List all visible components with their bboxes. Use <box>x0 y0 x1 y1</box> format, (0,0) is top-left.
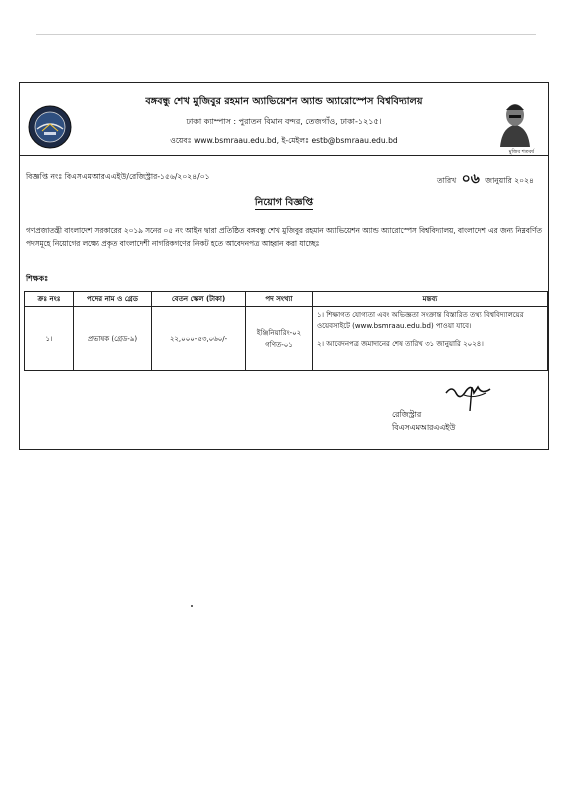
cell-scale: ২২,০০০-৫৩,০৬০/- <box>152 307 246 371</box>
notice-title-text: নিয়োগ বিজ্ঞপ্তি <box>254 197 314 208</box>
notice-intro: গণপ্রজাতন্ত্রী বাংলাদেশ সরকারের ২০১৯ সনের ০৫ নং আইন দ্বারা প্রতিষ্ঠিত বঙ্গবন্ধু শেখ মুজিবুর রহমান অ্যাভিয়েশন অ্যান্ড অ্যারোস্পেস বিশ্ববিদ্যালয়, বাংলাদেশ এর জন্য নিম্নবর্ণিত পদসমূহে নিয়োগের লক্ষ্যে প্রকৃত বাংলাদেশী নাগরিকগণের নিকট হতে আবেদনপত্র আহ্বান করা যাচ্ছেঃ <box>26 226 542 248</box>
table-row <box>25 307 548 371</box>
remark-1: ১। শিক্ষাগত যোগ্যতা এবং অভিজ্ঞতা সংক্রান্ত বিস্তারিত তথ্য বিশ্ববিদ্যালয়ের ওয়েবসাইটে (www.bsmraau.edu.bd) পাওয়া যাবে। <box>317 311 524 330</box>
header-scale: বেতন স্কেল (টাকা) <box>152 292 246 307</box>
letterhead <box>20 95 548 148</box>
notice-document <box>19 82 549 450</box>
header-serial: ক্রঃ নংঃ <box>25 292 74 307</box>
date-label: তারিখ <box>436 176 457 185</box>
header-count: পদ সংখ্যা <box>246 292 313 307</box>
table-header-row <box>25 292 548 307</box>
cell-serial: ১। <box>25 307 74 371</box>
scan-speck <box>191 605 193 607</box>
cell-count <box>246 307 313 371</box>
cell-remarks <box>313 307 548 371</box>
signatory-title: রেজিস্ট্রার <box>392 410 422 419</box>
notice-date <box>437 167 534 191</box>
section-label: শিক্ষকঃ <box>26 274 49 283</box>
page-top-rule <box>36 34 536 35</box>
remark-2: ২। আবেদনপত্র জমাদানের শেষ তারিখ ৩১ জানুয়ারি ২০২৪। <box>317 340 484 348</box>
contact-info: ওয়েবঃ www.bsmraau.edu.bd, ই-মেইলঃ estb@bsmraau.edu.bd <box>170 136 398 145</box>
portrait-caption: মুজিব শতবর্ষ <box>508 149 534 155</box>
cell-post: প্রভাষক (গ্রেড-৯) <box>74 307 152 371</box>
signature-icon <box>444 381 494 413</box>
memo-number: বিজ্ঞপ্তি নংঃ বিএসএমআরএএইউ/রেজিস্ট্রার-১৫৬/২০২৪/০১ <box>26 172 210 181</box>
campus-address: ঢাকা ক্যাম্পাস : পুরাতন বিমান বন্দর, তেজগাঁও, ঢাকা-১২১৫। <box>186 117 382 126</box>
count-math: গণিত-০১ <box>265 340 293 349</box>
notice-title <box>20 196 548 211</box>
posts-table <box>24 291 548 371</box>
date-day: ০৬ <box>461 171 480 187</box>
header-post: পদের নাম ও গ্রেড <box>74 292 152 307</box>
signatory-org: বিএসএমআরএএইউ <box>392 423 456 432</box>
count-engineering: ইঞ্জিনিয়ারিং-০২ <box>256 328 302 337</box>
portrait-icon <box>492 97 538 151</box>
header-remarks: মন্তব্য <box>313 292 548 307</box>
header-divider <box>20 155 548 156</box>
date-month-year: জানুয়ারি ২০২৪ <box>485 176 534 185</box>
university-name: বঙ্গবন্ধু শেখ মুজিবুর রহমান অ্যাভিয়েশন অ্যান্ড অ্যারোস্পেস বিশ্ববিদ্যালয় <box>145 96 423 107</box>
